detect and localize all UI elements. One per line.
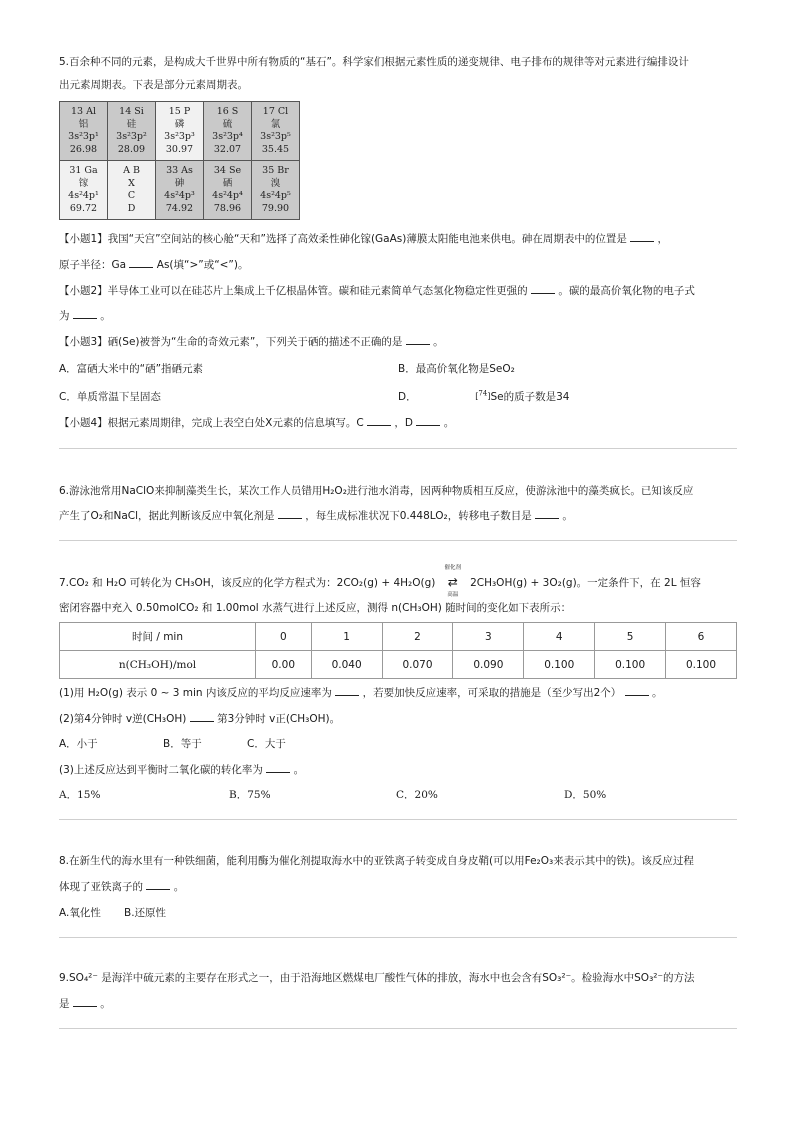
element-name: 溴 — [270, 177, 281, 189]
answer-blank[interactable] — [535, 508, 559, 519]
table-cell: 0.100 — [595, 651, 666, 679]
table-header-cell: 0 — [256, 623, 312, 651]
table-header-cell: 6 — [666, 623, 737, 651]
element-config: C — [127, 190, 136, 201]
element-cell-se — [204, 161, 252, 220]
q7-part3-option-c[interactable]: C．20% — [396, 789, 438, 801]
q5-sub3-line — [59, 334, 444, 350]
answer-blank[interactable] — [630, 231, 654, 242]
table-header-cell: 1 — [311, 623, 382, 651]
element-name: 磷 — [174, 118, 185, 130]
q7-part1-text-end: 。 — [652, 687, 663, 699]
q7-data-table — [59, 622, 737, 679]
table-cell: 0.040 — [311, 651, 382, 679]
q5-option-d-label: D． — [398, 391, 417, 403]
answer-blank[interactable] — [335, 685, 359, 696]
element-config: 4s²4p³ — [164, 190, 195, 201]
table-cell: 0.070 — [382, 651, 453, 679]
element-name: 铝 — [78, 118, 89, 130]
q8-text-end: 。 — [173, 881, 185, 893]
q7-part1-text-mid: ，若要加快反应速率，可采取的措施是（至少写出2个） — [362, 687, 622, 699]
q5-option-b[interactable]: B．最高价氧化物是SeO₂ — [398, 363, 515, 375]
q5-sub2-text-end: 。碳的最高价氧化物的电子式 — [558, 285, 695, 297]
answer-blank[interactable] — [266, 762, 290, 773]
answer-blank[interactable] — [531, 283, 555, 294]
element-config: 3s²3p⁴ — [212, 131, 243, 142]
answer-blank[interactable] — [73, 996, 97, 1007]
reversible-arrow-icon: 催化剂 ⇄ 高温 — [439, 574, 467, 590]
element-mass: 26.98 — [69, 143, 98, 155]
element-name: 硒 — [222, 177, 233, 189]
q8-option-b[interactable]: B.还原性 — [124, 907, 167, 919]
answer-blank[interactable] — [625, 685, 649, 696]
element-symbol: 35 Br — [262, 165, 289, 176]
q5-option-a[interactable]: A．富硒大米中的“硒”指硒元素 — [59, 363, 204, 375]
q9-text: 是 — [59, 998, 70, 1010]
q5-sub2-text: 【小题2】半导体工业可以在硅芯片上集成上千亿根晶体管。碳和硅元素简单气态氢化物稳定性更强的 — [59, 285, 528, 297]
element-symbol: 33 As — [166, 165, 193, 176]
table-row — [60, 623, 737, 651]
table-header-cell: 5 — [595, 623, 666, 651]
q5-sub1-line1 — [59, 231, 668, 247]
periodic-row-1 — [60, 102, 300, 161]
element-name: 氯 — [270, 118, 281, 130]
element-cell-as — [156, 161, 204, 220]
q7-part2 — [59, 711, 340, 727]
q5-sub4-line — [59, 415, 454, 431]
q7-part3 — [59, 762, 304, 778]
answer-blank[interactable] — [190, 711, 214, 722]
nuclide-bracket: [74] — [475, 389, 491, 401]
element-mass: 79.90 — [261, 202, 290, 214]
q7-text: 7.CO₂ 和 H₂O 可转化为 CH₃OH，该反应的化学方程式为：2CO₂(g) + 4H₂O(g) — [59, 577, 436, 589]
answer-blank[interactable] — [73, 308, 97, 319]
arrow-condition-top: 催化剂 — [444, 565, 461, 571]
q7-part3-option-a[interactable]: A．15% — [59, 789, 101, 801]
element-symbol: 16 S — [216, 106, 239, 117]
element-name: 硫 — [222, 118, 233, 130]
table-cell: n(CH₃OH)/mol — [60, 651, 256, 679]
element-cell-p — [156, 102, 204, 161]
q7-part2-text: (2)第4分钟时 v逆(CH₃OH) — [59, 713, 187, 725]
periodic-table — [59, 101, 300, 220]
q5-sub4-text: 【小题4】根据元素周期律，完成上表空白处X元素的信息填写。C — [59, 417, 364, 429]
q5-option-d[interactable] — [398, 389, 569, 405]
q5-sub2-line1 — [59, 283, 695, 299]
table-cell: 0.100 — [524, 651, 595, 679]
element-symbol: 34 Se — [213, 165, 242, 176]
element-mass: 35.45 — [261, 143, 290, 155]
q5-sub1-text2-end: As(填“>”或“<”)。 — [156, 259, 249, 271]
element-name: 硅 — [126, 118, 137, 130]
q6-text: 产生了O₂和NaCl，据此判断该反应中氧化剂是 — [59, 510, 275, 522]
section-divider — [59, 448, 737, 449]
element-mass: 69.72 — [69, 202, 98, 214]
periodic-row-2 — [60, 161, 300, 220]
q7-part3-text-end: 。 — [293, 764, 305, 776]
q5-sub1-text-end: ， — [657, 233, 669, 245]
element-name: X — [128, 177, 135, 189]
element-symbol: 17 Cl — [262, 106, 289, 117]
element-cell-s — [204, 102, 252, 161]
q9-line2 — [59, 996, 111, 1012]
element-name: 镓 — [78, 177, 89, 189]
q7-text-end: 2CH₃OH(g) + 3O₂(g)。一定条件下，在 2L 恒容 — [470, 577, 701, 589]
table-header-cell: 2 — [382, 623, 453, 651]
answer-blank[interactable] — [406, 334, 430, 345]
element-symbol: 15 P — [168, 106, 191, 117]
table-header-cell: 时间 / min — [60, 623, 256, 651]
section-divider — [59, 540, 737, 541]
q5-sub2-line2 — [59, 308, 111, 324]
element-mass: 28.09 — [117, 143, 146, 155]
nuclide-mass-number: 74 — [478, 389, 488, 398]
q7-part1 — [59, 685, 663, 701]
element-cell-cl — [252, 102, 300, 161]
element-mass: 74.92 — [165, 202, 194, 214]
section-divider — [59, 1028, 737, 1029]
element-mass: D — [127, 202, 136, 214]
section-divider — [59, 819, 737, 820]
element-config: 3s²3p¹ — [68, 131, 99, 142]
element-mass: 32.07 — [213, 143, 242, 155]
answer-blank[interactable] — [146, 879, 170, 890]
element-cell-ga — [60, 161, 108, 220]
element-cell-si — [108, 102, 156, 161]
table-cell: 0.090 — [453, 651, 524, 679]
element-symbol: 14 Si — [119, 106, 144, 117]
element-symbol: A B — [123, 165, 140, 176]
table-cell: 0.00 — [256, 651, 312, 679]
answer-blank-d[interactable] — [416, 415, 440, 426]
q9-text-end: 。 — [100, 998, 111, 1010]
element-mass: 30.97 — [165, 143, 194, 155]
element-config: 3s²3p² — [116, 131, 147, 142]
element-config: 4s²4p¹ — [68, 190, 99, 201]
q9-line1: 9.SO₄²⁻ 是海洋中硫元素的主要存在形式之一，由于沿海地区燃煤电厂酸性气体的排放，海水中也会含有SO₃²⁻。检验海水中SO₃²⁻的方法 — [59, 972, 695, 984]
answer-blank[interactable] — [129, 257, 153, 268]
element-cell-x — [108, 161, 156, 220]
answer-blank[interactable] — [278, 508, 302, 519]
q5-intro-line1: 5.百余种不同的元素，是构成大千世界中所有物质的“基石”。科学家们根据元素性质的递变规律、电子排布的规律等对元素进行编排设计 — [59, 56, 689, 68]
q5-sub1-text: 【小题1】我国“天宫”空间站的核心舱“天和”选择了高效柔性砷化镓(GaAs)薄膜太阳能电池来供电。砷在周期表中的位置是 — [59, 233, 627, 245]
q7-part1-text: (1)用 H₂O(g) 表示 0 ~ 3 min 内该反应的平均反应速率为 — [59, 687, 332, 699]
q7-part3-option-b[interactable]: B．75% — [229, 789, 271, 801]
element-config: 3s²3p³ — [164, 131, 195, 142]
q5-sub1-line2 — [59, 257, 248, 273]
q7-part2-text-end: 第3分钟时 v正(CH₃OH)。 — [217, 713, 341, 725]
q7-part2-option-c[interactable]: C．大于 — [247, 738, 286, 750]
section-divider — [59, 937, 737, 938]
q8-text: 体现了亚铁离子的 — [59, 881, 143, 893]
q5-sub2-text2-end: 。 — [100, 310, 111, 322]
q8-line2 — [59, 879, 184, 895]
q5-sub1-text2: 原子半径：Ga — [59, 259, 127, 271]
q7-part2-option-a[interactable]: A．小于 — [59, 738, 98, 750]
element-cell-al — [60, 102, 108, 161]
answer-blank-c[interactable] — [367, 415, 391, 426]
table-header-cell: 3 — [453, 623, 524, 651]
element-cell-br — [252, 161, 300, 220]
q5-sub3-text-end: 。 — [433, 336, 444, 348]
table-row — [60, 651, 737, 679]
element-config: 4s²4p⁴ — [212, 190, 243, 201]
q7-part3-option-d[interactable]: D．50% — [564, 789, 607, 801]
q8-line1: 8.在新生代的海水里有一种铁细菌，能利用酶为催化剂提取海水中的亚铁离子转变成自身皮鞘(可以用Fe₂O₃来表示其中的铁)。该反应过程 — [59, 855, 694, 867]
element-config: 4s²4p⁵ — [260, 190, 291, 201]
q5-intro-line2: 出元素周期表。下表是部分元素周期表。 — [59, 79, 248, 91]
q5-option-c[interactable]: C．单质常温下呈固态 — [59, 391, 161, 403]
element-symbol: 31 Ga — [69, 165, 98, 176]
element-symbol: 13 Al — [70, 106, 96, 117]
element-name: 砷 — [174, 177, 185, 189]
q8-option-a[interactable]: A.氧化性 — [59, 907, 101, 919]
q7-line1 — [59, 565, 701, 598]
table-cell: 0.100 — [666, 651, 737, 679]
arrow-condition-bottom: 高温 — [447, 592, 459, 598]
q6-text-mid: ，每生成标准状况下0.448LO₂，转移电子数目是 — [305, 510, 532, 522]
q5-sub2-text2: 为 — [59, 310, 70, 322]
q6-line2 — [59, 508, 573, 524]
q5-sub3-text: 【小题3】硒(Se)被誉为“生命的奇效元素”，下列关于硒的描述不正确的是 — [59, 336, 403, 348]
q5-sub4-text-end: 。 — [443, 417, 455, 429]
element-mass: 78.96 — [213, 202, 242, 214]
q6-text-end: 。 — [562, 510, 573, 522]
q5-option-d-text: Se的质子数是34 — [490, 391, 570, 403]
table-header-cell: 4 — [524, 623, 595, 651]
q6-line1: 6.游泳池常用NaClO来抑制藻类生长，某次工作人员错用H₂O₂进行池水消毒，因两种物质相互反应，使游泳池中的藻类疯长。已知该反应 — [59, 485, 694, 497]
q7-line2: 密闭容器中充入 0.50molCO₂ 和 1.00mol 水蒸气进行上述反应，测得 n(CH₃OH) 随时间的变化如下表所示： — [59, 602, 572, 614]
q7-part2-option-b[interactable]: B．等于 — [163, 738, 202, 750]
q7-part3-text: (3)上述反应达到平衡时二氧化碳的转化率为 — [59, 764, 263, 776]
element-config: 3s²3p⁵ — [260, 131, 291, 142]
q5-sub4-text-mid: ，D — [394, 417, 413, 429]
